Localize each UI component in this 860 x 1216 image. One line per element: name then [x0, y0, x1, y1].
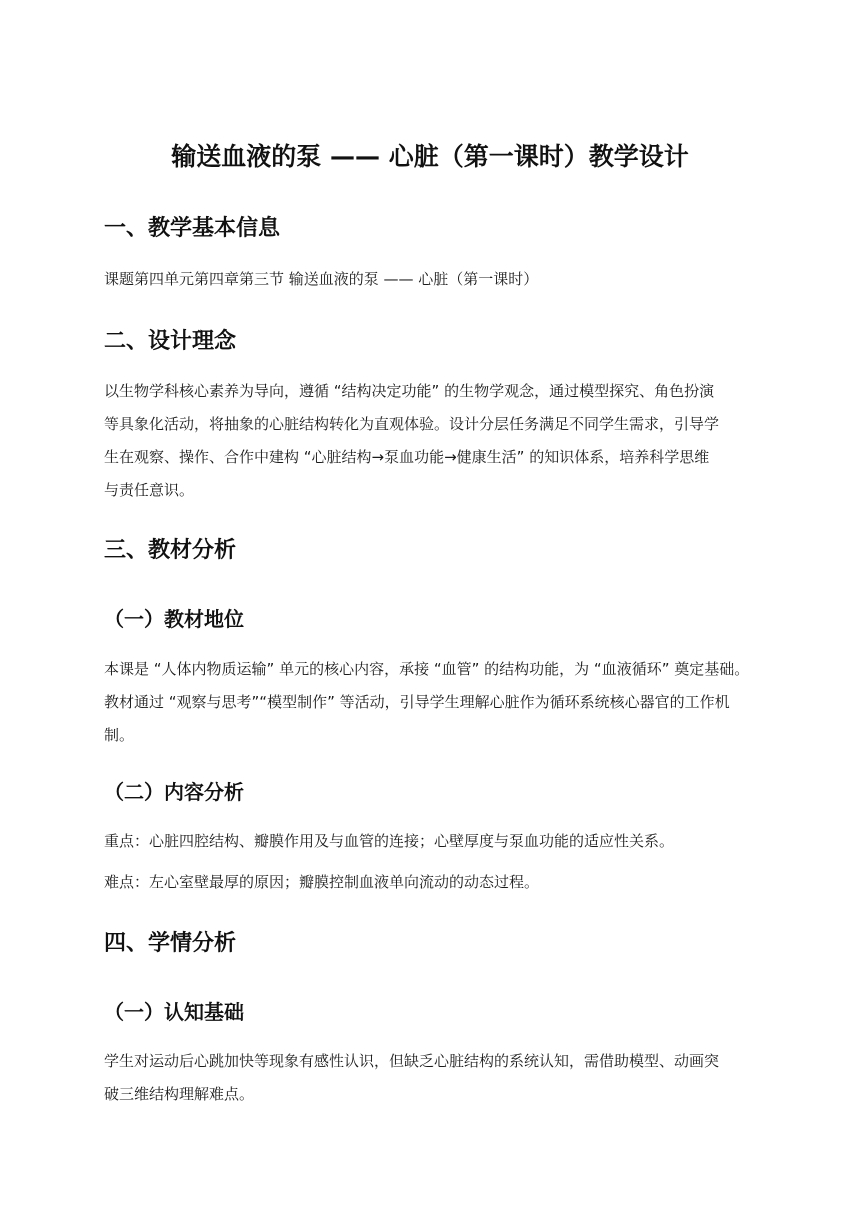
design-concept-line: 生在观察、操作、合作中建构 “心脏结构→泵血功能→健康生活” 的知识体系，培养科学思维: [104, 448, 710, 466]
subsection-heading-cognitive-basis: （一）认知基础: [104, 1000, 244, 1024]
section-heading-textbook-analysis: 三、教材分析: [104, 538, 237, 563]
difficult-points-text: 难点：左心室壁最厚的原因；瓣膜控制血液单向流动的动态过程。: [104, 873, 540, 891]
design-concept-line: 以生物学科核心素养为导向，遵循 “结构决定功能” 的生物学观念，通过模型探究、角色扮演: [104, 382, 715, 400]
section-heading-design-concept: 二、设计理念: [104, 329, 237, 354]
subsection-heading-textbook-position: （一）教材地位: [104, 607, 244, 631]
textbook-position-line: 制。: [104, 726, 135, 744]
cognitive-basis-line: 学生对运动后心跳加快等现象有感性认识，但缺乏心脏结构的系统认知，需借助模型、动画突: [104, 1052, 720, 1070]
textbook-position-line: 本课是 “人体内物质运输” 单元的核心内容，承接 “血管” 的结构功能，为 “血液循环” 奠定基础。: [104, 660, 750, 678]
textbook-position-line: 教材通过 “观察与思考”“模型制作” 等活动，引导学生理解心脏作为循环系统核心器官的工作机: [104, 693, 730, 711]
cognitive-basis-line: 破三维结构理解难点。: [104, 1085, 255, 1103]
design-concept-line: 与责任意识。: [104, 481, 195, 499]
key-points-text: 重点：心脏四腔结构、瓣膜作用及与血管的连接；心壁厚度与泵血功能的适应性关系。: [104, 832, 675, 850]
basic-info-text: 课题第四单元第四章第三节 输送血液的泵 —— 心脏（第一课时）: [104, 270, 539, 288]
design-concept-line: 等具象化活动，将抽象的心脏结构转化为直观体验。设计分层任务满足不同学生需求，引导学: [104, 415, 720, 433]
subsection-heading-content-analysis: （二）内容分析: [104, 780, 244, 804]
section-heading-learner-analysis: 四、学情分析: [104, 931, 237, 956]
section-heading-basic-info: 一、教学基本信息: [104, 216, 281, 241]
document-title: 输送血液的泵 —— 心脏（第一课时）教学设计: [171, 142, 689, 171]
